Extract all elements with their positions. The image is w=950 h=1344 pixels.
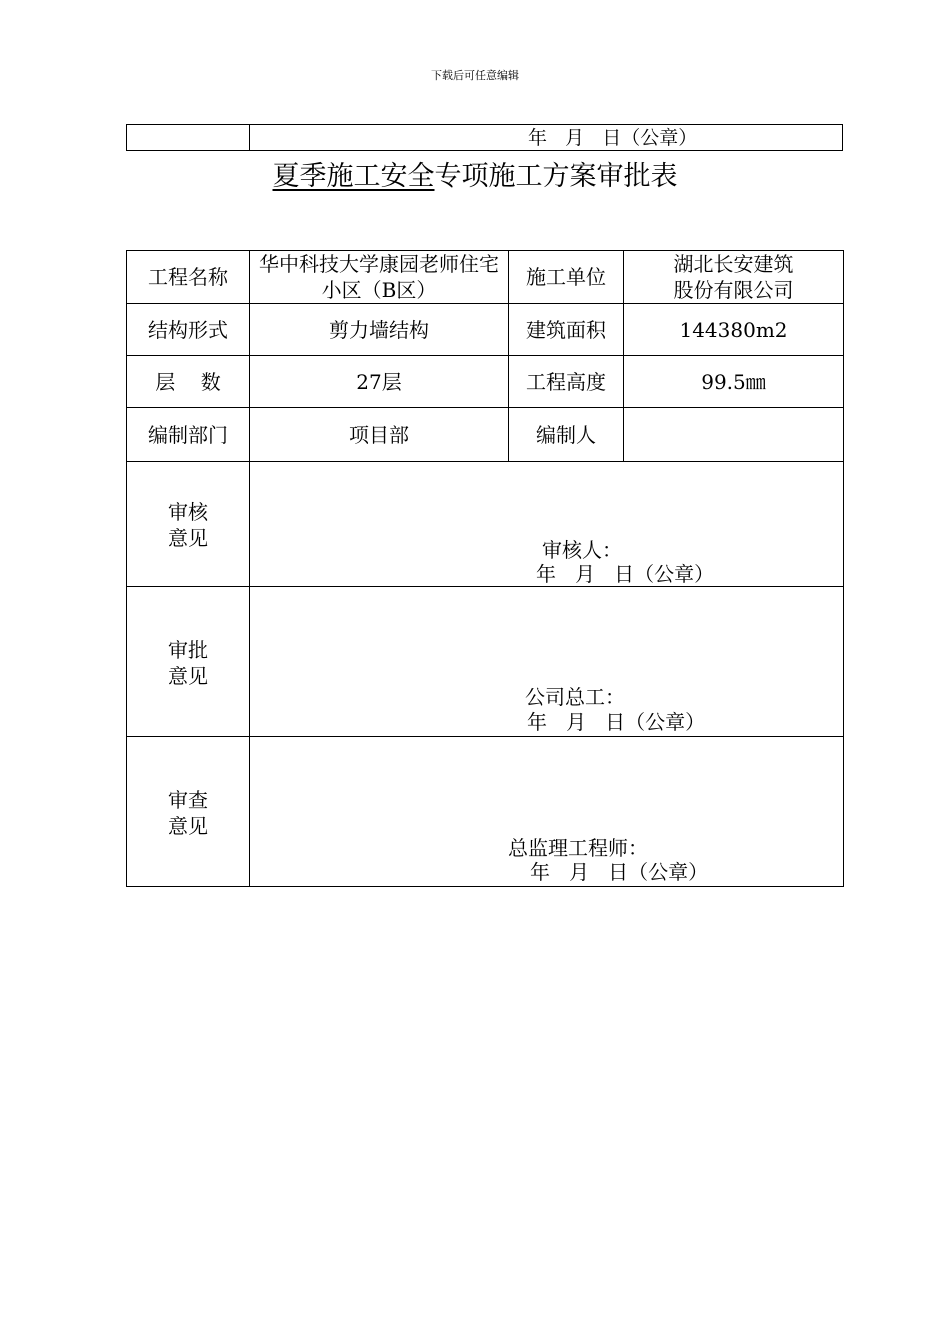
- review-opinion-cell: [250, 462, 844, 587]
- title-rest: 专项施工方案审批表: [434, 161, 678, 192]
- floors-value: 27层: [250, 356, 509, 408]
- area-value: 144380m2: [624, 304, 844, 356]
- height-label: 工程高度: [509, 356, 624, 408]
- height-value: 99.5㎜: [624, 356, 844, 408]
- table-row: [127, 356, 844, 408]
- approval-form-table: [126, 250, 844, 887]
- reviewer-signature-label: 审核人：: [542, 538, 622, 562]
- inspection-opinion-cell: [250, 737, 844, 887]
- top-strip-table: [126, 124, 843, 151]
- approval-opinion-cell: [250, 587, 844, 737]
- supervisor-signature-label: 总监理工程师：: [508, 836, 648, 860]
- title-underlined-part: 夏季施工安全: [272, 161, 435, 192]
- inspection-label-line1: 审查: [168, 788, 208, 812]
- project-name-line1: 华中科技大学康园老师住宅: [259, 252, 499, 276]
- area-label: 建筑面积: [509, 304, 624, 356]
- dept-value: 项目部: [250, 408, 509, 462]
- inspection-label-line2: 意见: [168, 814, 208, 838]
- review-row: [127, 462, 844, 587]
- review-label: [127, 462, 250, 587]
- project-name-label: 工程名称: [127, 251, 250, 304]
- inspection-date-seal: 年 月 日（公章）: [530, 860, 709, 884]
- inspection-row: [127, 737, 844, 887]
- inspection-label: [127, 737, 250, 887]
- document-title: [0, 158, 950, 196]
- author-label: 编制人: [509, 408, 624, 462]
- table-row: [127, 408, 844, 462]
- dept-label: 编制部门: [127, 408, 250, 462]
- top-strip-empty-cell: [127, 125, 250, 150]
- chief-engineer-signature-label: 公司总工：: [525, 685, 625, 709]
- floors-label: 层 数: [127, 356, 250, 408]
- project-name-value: [250, 251, 509, 304]
- top-strip-date-cell: [250, 125, 842, 150]
- structure-label: 结构形式: [127, 304, 250, 356]
- top-strip-date-seal: 年 月 日（公章）: [528, 127, 698, 149]
- approval-date-seal: 年 月 日（公章）: [527, 710, 706, 734]
- author-value: [624, 408, 844, 462]
- approval-label-line1: 审批: [168, 638, 208, 662]
- review-label-line1: 审核: [168, 500, 208, 524]
- construction-unit-line1: 湖北长安建筑: [673, 252, 794, 276]
- construction-unit-line2: 股份有限公司: [673, 278, 794, 302]
- approval-row: [127, 587, 844, 737]
- construction-unit-label: 施工单位: [509, 251, 624, 304]
- review-date-seal: 年 月 日（公章）: [536, 562, 715, 586]
- review-label-line2: 意见: [168, 526, 208, 550]
- construction-unit-value: [624, 251, 844, 304]
- download-note: 下载后可任意编辑: [431, 69, 519, 82]
- project-name-line2: 小区（B区）: [321, 278, 437, 302]
- table-row: [127, 304, 844, 356]
- approval-label-line2: 意见: [168, 664, 208, 688]
- structure-value: 剪力墙结构: [250, 304, 509, 356]
- table-row: [127, 251, 844, 304]
- approval-label: [127, 587, 250, 737]
